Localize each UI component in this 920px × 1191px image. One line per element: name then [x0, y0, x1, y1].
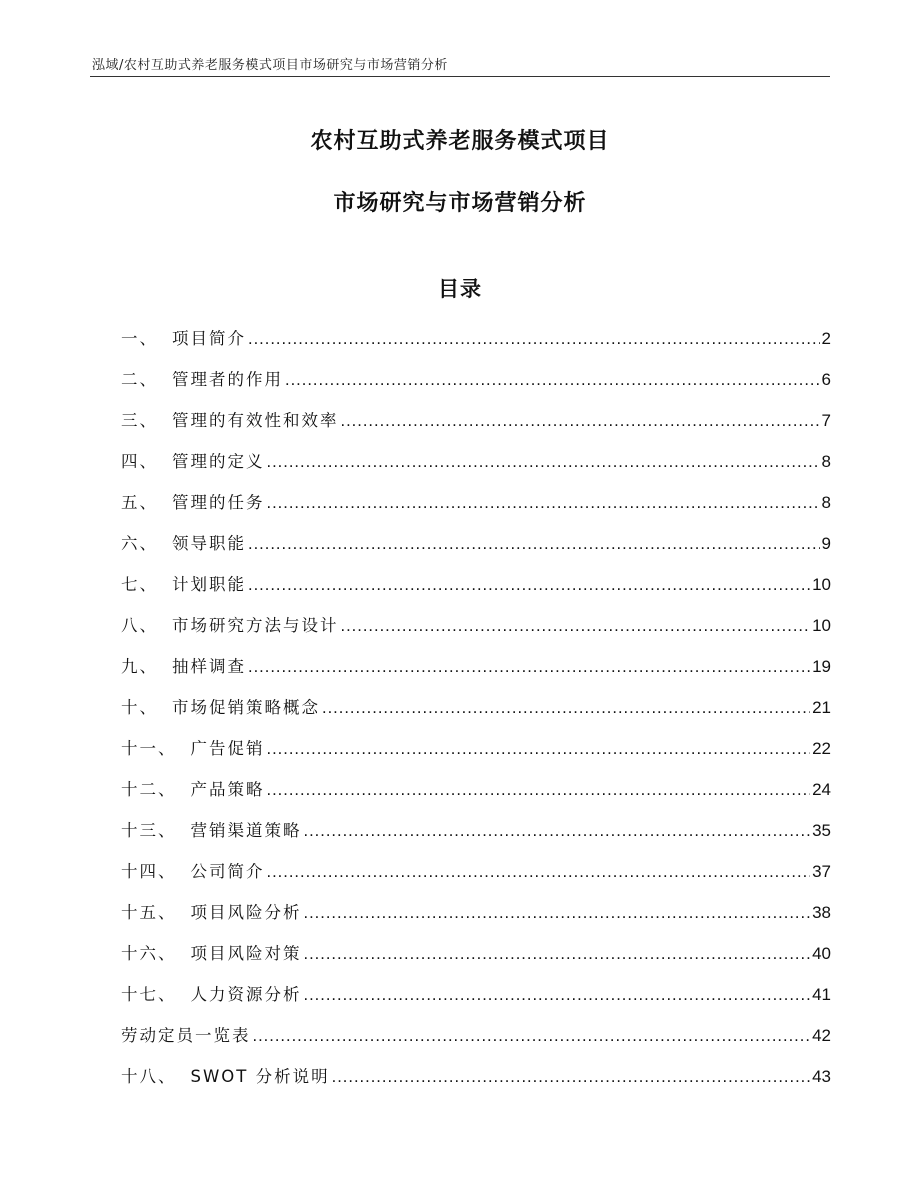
toc-dot-leader: [248, 647, 810, 688]
toc-dot-leader: [248, 319, 820, 360]
toc-entry-label: [121, 400, 339, 441]
toc-entry-label: [121, 1015, 251, 1056]
toc-entry-number: 十八、: [121, 1067, 177, 1086]
running-header: 泓域/农村互助式养老服务模式项目市场研究与市场营销分析: [92, 58, 448, 73]
toc-entry-page-number: 2: [821, 329, 831, 348]
toc-entry-number: 十一、: [121, 739, 177, 758]
toc-entry[interactable]: [121, 605, 831, 646]
toc-entry-title: 人力资源分析: [190, 985, 302, 1004]
toc-entry-number: 四、: [121, 452, 158, 471]
toc-dot-leader: [253, 1016, 811, 1057]
toc-dot-leader: [267, 770, 811, 811]
toc-entry[interactable]: [121, 482, 831, 523]
document-title-line2: 市场研究与市场营销分析: [333, 191, 587, 216]
toc-entry-title: 管理的任务: [172, 493, 265, 512]
toc-dot-leader: [285, 360, 820, 401]
toc-entry-page-number: 42: [812, 1026, 831, 1045]
toc-entry-title: 营销渠道策略: [190, 821, 302, 840]
toc-entry-page-number: 37: [812, 862, 831, 881]
toc-entry-page-number: 35: [812, 821, 831, 840]
toc-entry[interactable]: [121, 851, 831, 892]
toc-entry-page-number: 38: [812, 903, 831, 922]
toc-entry-label: [121, 933, 302, 974]
toc-entry[interactable]: [121, 646, 831, 687]
toc-dot-leader: [322, 688, 810, 729]
toc-entry[interactable]: [121, 1015, 831, 1056]
toc-entry-label: [121, 482, 265, 523]
toc-entry-title: 管理的有效性和效率: [172, 411, 339, 430]
toc-dot-leader: [304, 975, 811, 1016]
toc-entry-title: 项目风险分析: [190, 903, 302, 922]
toc-entry-label: [121, 769, 265, 810]
toc-dot-leader: [267, 729, 811, 770]
toc-entry[interactable]: [121, 974, 831, 1015]
toc-entry-number: 二、: [121, 370, 158, 389]
toc-dot-leader: [267, 442, 820, 483]
toc-entry[interactable]: [121, 1056, 831, 1097]
toc-dot-leader: [332, 1057, 810, 1098]
toc-entry-title: SWOT 分析说明: [190, 1067, 330, 1086]
toc-entry-title: 劳动定员一览表: [121, 1026, 251, 1045]
toc-entry-number: 五、: [121, 493, 158, 512]
toc-entry[interactable]: [121, 933, 831, 974]
toc-entry-number: 十六、: [121, 944, 177, 963]
toc-entry[interactable]: [121, 892, 831, 933]
table-of-contents: [121, 318, 831, 1097]
toc-dot-leader: [304, 811, 811, 852]
toc-entry-number: 十四、: [121, 862, 177, 881]
toc-entry-label: [121, 892, 302, 933]
toc-entry-label: [121, 974, 302, 1015]
toc-dot-leader: [341, 401, 820, 442]
toc-dot-leader: [248, 524, 820, 565]
toc-entry-title: 广告促销: [190, 739, 265, 758]
toc-entry-title: 项目简介: [172, 329, 246, 348]
toc-entry[interactable]: [121, 400, 831, 441]
toc-entry-label: [121, 1056, 330, 1097]
toc-entry-label: [121, 359, 283, 400]
toc-entry-title: 抽样调查: [172, 657, 246, 676]
toc-dot-leader: [304, 934, 811, 975]
toc-entry-number: 一、: [121, 329, 158, 348]
toc-entry-label: [121, 605, 339, 646]
toc-entry-title: 公司简介: [190, 862, 265, 881]
toc-dot-leader: [267, 483, 820, 524]
toc-entry-number: 三、: [121, 411, 158, 430]
toc-entry-page-number: 21: [812, 698, 831, 717]
toc-entry-page-number: 43: [812, 1067, 831, 1086]
toc-entry-title: 项目风险对策: [190, 944, 302, 963]
toc-entry-number: 八、: [121, 616, 158, 635]
toc-entry-number: 十、: [121, 698, 158, 717]
toc-entry-label: [121, 441, 265, 482]
toc-dot-leader: [341, 606, 811, 647]
toc-entry-page-number: 19: [812, 657, 831, 676]
toc-dot-leader: [304, 893, 811, 934]
toc-entry-title: 管理的定义: [172, 452, 265, 471]
toc-entry-label: [121, 810, 302, 851]
toc-entry[interactable]: [121, 810, 831, 851]
toc-dot-leader: [267, 852, 811, 893]
toc-entry-page-number: 41: [812, 985, 831, 1004]
document-title-line1: 农村互助式养老服务模式项目: [310, 129, 610, 154]
toc-entry[interactable]: [121, 564, 831, 605]
toc-entry[interactable]: [121, 441, 831, 482]
toc-entry-page-number: 10: [812, 575, 831, 594]
toc-heading: 目录: [438, 277, 482, 301]
toc-entry-label: [121, 523, 246, 564]
toc-entry-label: [121, 646, 246, 687]
toc-entry-title: 管理者的作用: [172, 370, 283, 389]
toc-entry-label: [121, 318, 246, 359]
toc-entry-page-number: 10: [812, 616, 831, 635]
toc-entry-title: 计划职能: [172, 575, 246, 594]
toc-entry-number: 十七、: [121, 985, 177, 1004]
toc-entry[interactable]: [121, 359, 831, 400]
toc-dot-leader: [248, 565, 810, 606]
toc-entry-page-number: 7: [821, 411, 831, 430]
toc-entry-title: 市场促销策略概念: [172, 698, 320, 717]
toc-entry-page-number: 8: [821, 452, 831, 471]
toc-entry-number: 七、: [121, 575, 158, 594]
header-divider: [90, 76, 830, 77]
toc-entry-page-number: 22: [812, 739, 831, 758]
toc-entry[interactable]: [121, 687, 831, 728]
toc-entry-title: 产品策略: [190, 780, 265, 799]
toc-entry-label: [121, 851, 265, 892]
toc-entry-title: 市场研究方法与设计: [172, 616, 339, 635]
toc-entry-page-number: 40: [812, 944, 831, 963]
toc-entry[interactable]: [121, 318, 831, 359]
toc-entry-number: 十五、: [121, 903, 177, 922]
toc-entry-title: 领导职能: [172, 534, 246, 553]
toc-entry-label: [121, 564, 246, 605]
toc-entry-number: 六、: [121, 534, 158, 553]
toc-entry-page-number: 24: [812, 780, 831, 799]
toc-entry-number: 九、: [121, 657, 158, 676]
toc-entry-label: [121, 687, 320, 728]
toc-entry-number: 十三、: [121, 821, 177, 840]
toc-entry-page-number: 8: [821, 493, 831, 512]
toc-entry[interactable]: [121, 728, 831, 769]
toc-entry[interactable]: [121, 523, 831, 564]
toc-entry-page-number: 9: [821, 534, 831, 553]
toc-entry-label: [121, 728, 265, 769]
toc-entry-page-number: 6: [821, 370, 831, 389]
toc-entry[interactable]: [121, 769, 831, 810]
toc-entry-number: 十二、: [121, 780, 177, 799]
